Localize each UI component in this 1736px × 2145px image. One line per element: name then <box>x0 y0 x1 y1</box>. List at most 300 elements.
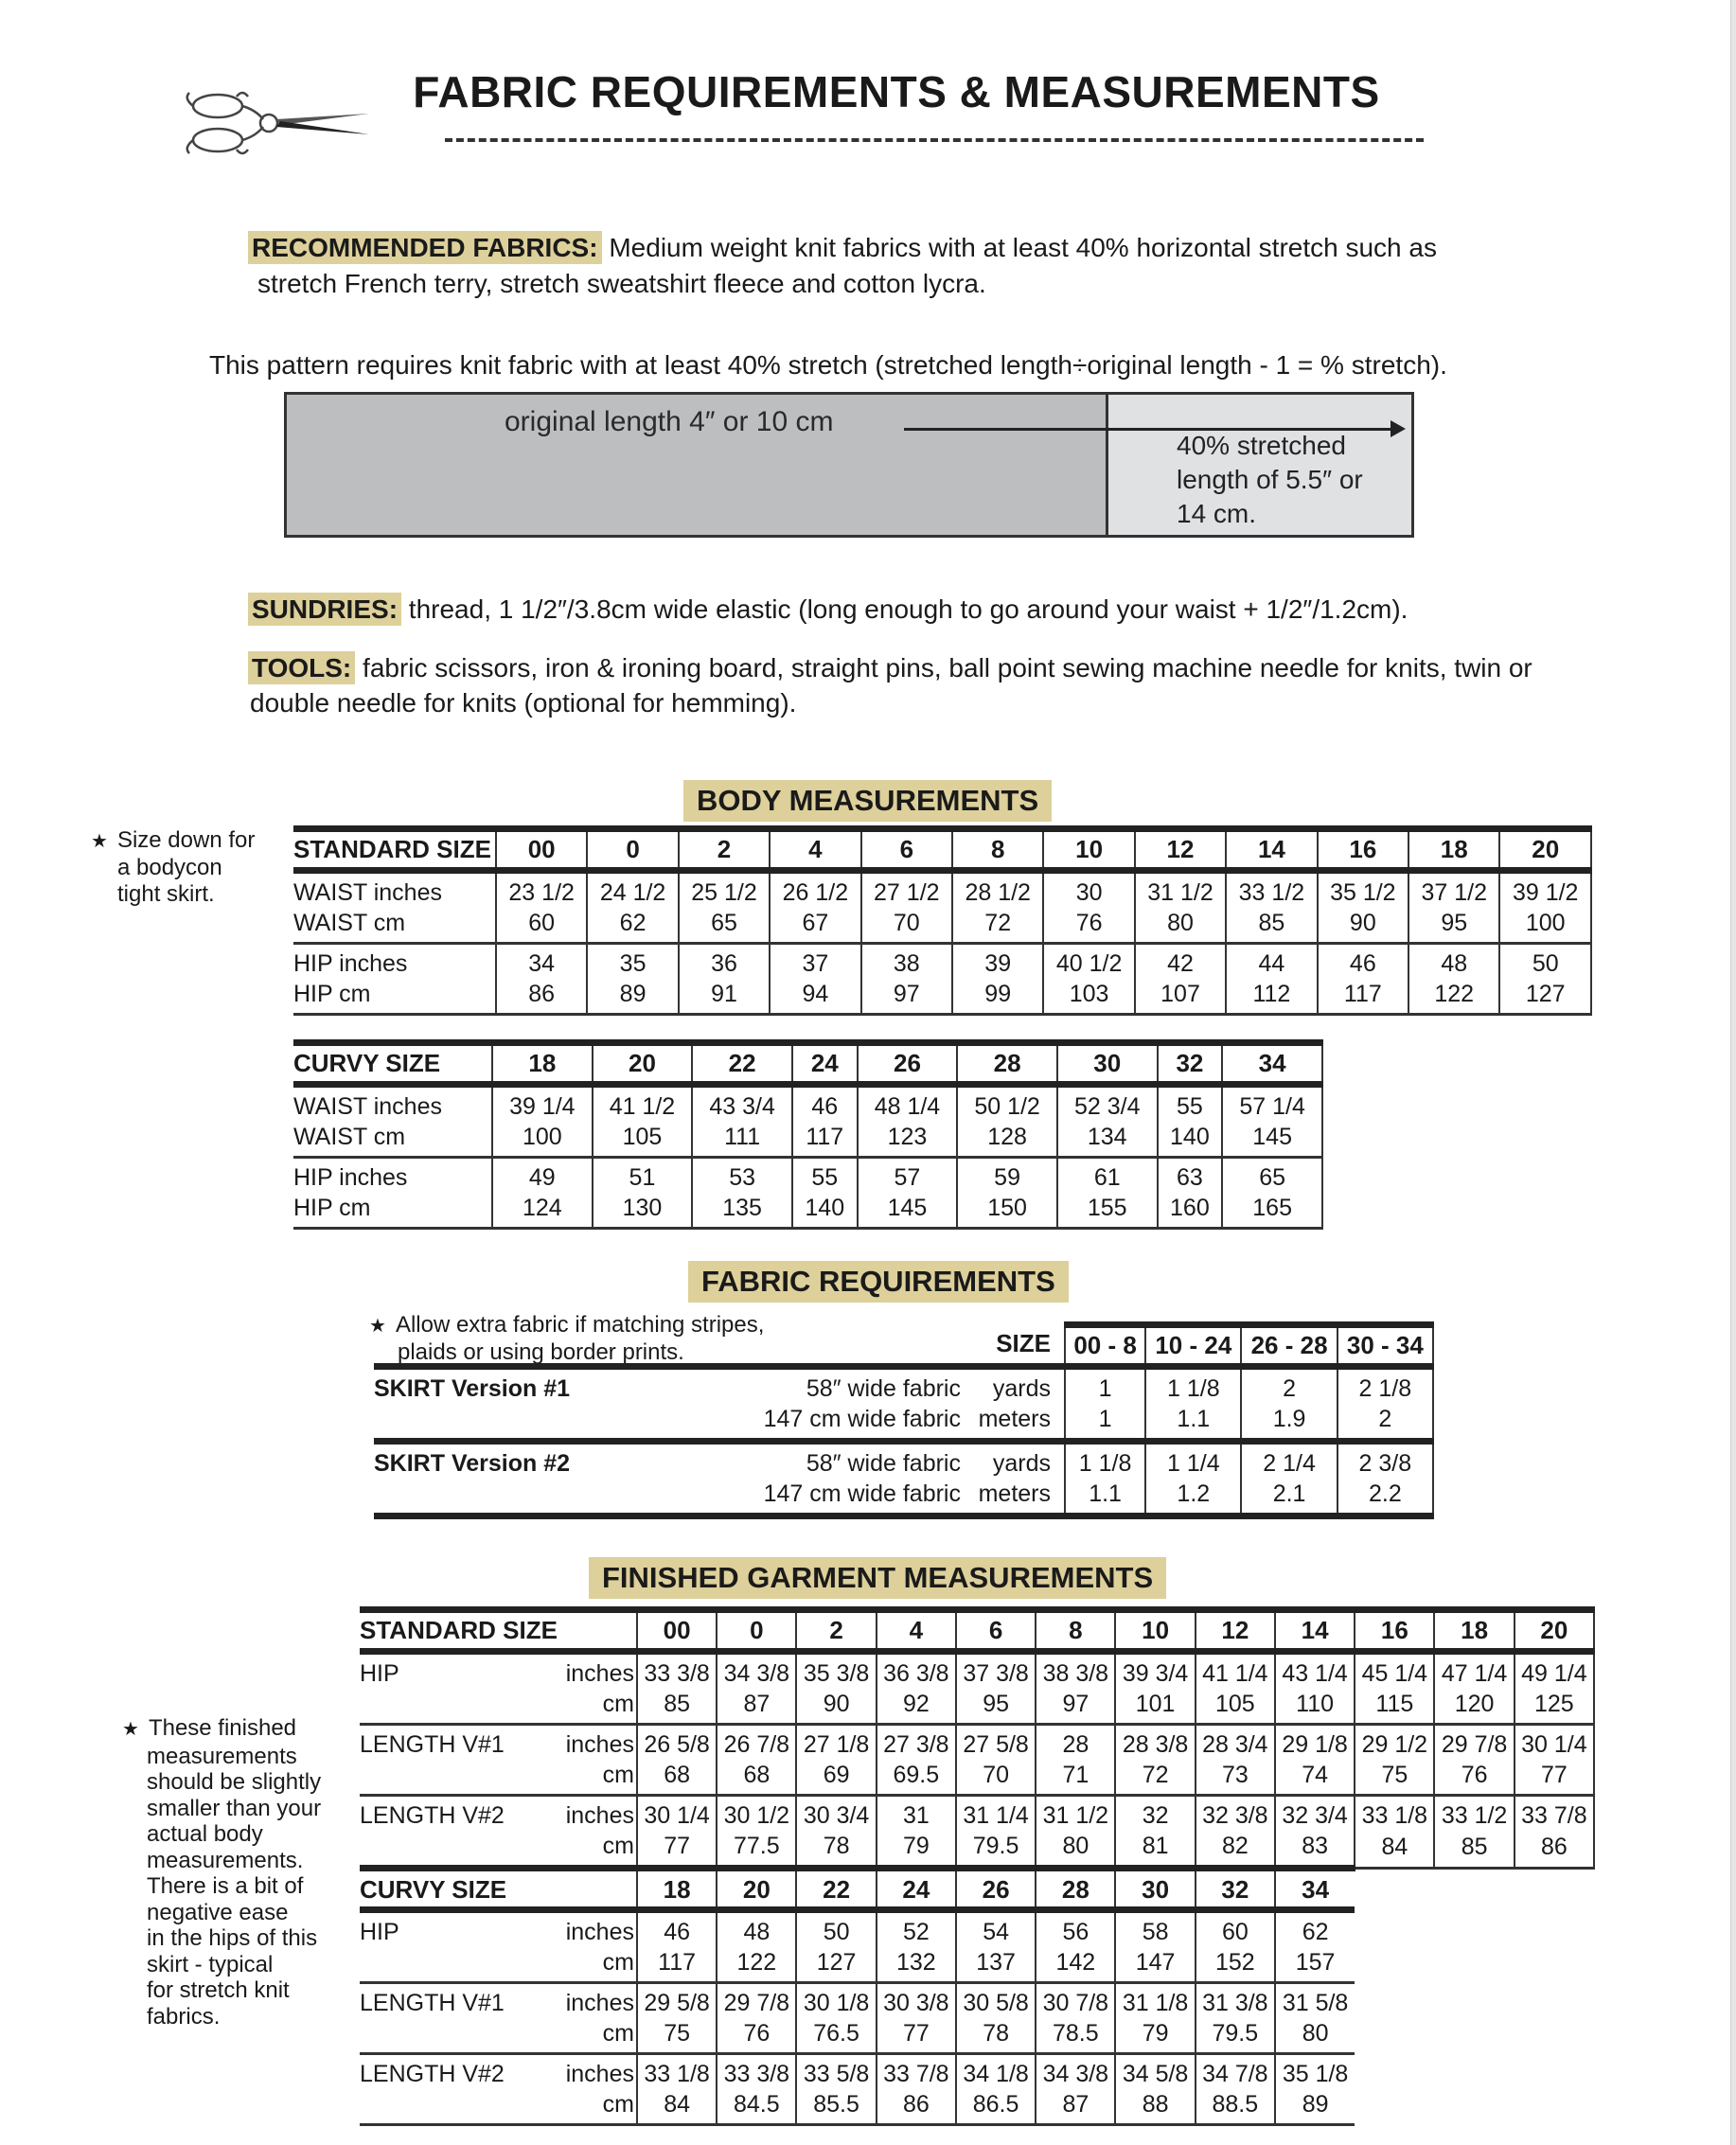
cell-value: 85.5 <box>796 2089 876 2125</box>
cell-value: 35 1/2 <box>1318 871 1408 909</box>
recommended-fabrics-line1: Medium weight knit fabrics with at least 40% horizontal stretch such as <box>609 233 1437 262</box>
cell-value: 89 <box>587 979 678 1015</box>
empty-cell <box>1434 1910 1514 1948</box>
cell-value: 160 <box>1158 1193 1223 1229</box>
cell-value: 77 <box>877 2018 956 2054</box>
unit: inches <box>565 1919 634 1945</box>
size-col-header: 22 <box>796 1869 876 1910</box>
row-label <box>360 1689 561 1725</box>
cell-value: 23 1/2 <box>496 871 587 909</box>
row-label: WAIST cm <box>293 1122 492 1158</box>
cell-value: 79.5 <box>956 1831 1036 1869</box>
cell-value: 69.5 <box>877 1760 956 1796</box>
size-header: CURVY SIZE <box>293 1043 492 1085</box>
empty-cell <box>1355 2089 1434 2125</box>
cell-value: 30 1/4 <box>1515 1725 1594 1761</box>
cell-value: 99 <box>952 979 1043 1015</box>
cell-value: 130 <box>593 1193 693 1229</box>
table-row <box>360 2018 1594 2054</box>
cell-value: 74 <box>1275 1760 1355 1796</box>
cell-value: 29 7/8 <box>1434 1725 1514 1761</box>
cell-value: 48 <box>717 1910 796 1948</box>
cell-value: 117 <box>637 1947 717 1983</box>
header-row <box>293 1043 1322 1085</box>
cell-value: 53 <box>692 1158 792 1194</box>
cell-value: 105 <box>1196 1689 1275 1725</box>
cell-value: 84.5 <box>717 2089 796 2125</box>
fabric-requirements-table <box>374 1321 1434 1519</box>
cell-value: 33 3/8 <box>717 2054 796 2090</box>
cell-value: 100 <box>1499 908 1591 944</box>
empty-cell <box>1434 1983 1514 2019</box>
cell-value: 77.5 <box>717 1831 796 1869</box>
unit: cm <box>561 1689 637 1725</box>
original-length-label: original length 4″ or 10 cm <box>505 406 834 437</box>
cell-value: 117 <box>1318 979 1408 1015</box>
table-row <box>374 1479 1433 1516</box>
cell-value: 77 <box>637 1831 717 1869</box>
fabric-width: 147 cm wide fabric <box>743 1404 961 1442</box>
size-col-header: 12 <box>1135 829 1226 871</box>
size-col-header: 18 <box>492 1043 593 1085</box>
sundries-text: thread, 1 1/2″/3.8cm wide elastic (long enough to go around your waist + 1/2″/1.2cm). <box>408 594 1408 624</box>
cell-value: 30 1/4 <box>637 1796 717 1832</box>
unit: cm <box>561 2018 637 2054</box>
cell-value: 34 <box>496 944 587 980</box>
cell-value: 62 <box>587 908 678 944</box>
cell-value: 1.1 <box>1065 1479 1145 1516</box>
unit: cm <box>561 1760 637 1796</box>
empty-cell <box>1515 1910 1594 1948</box>
cell-value: 147 <box>1115 1947 1195 1983</box>
table-row <box>360 1983 1594 2019</box>
cell-value: 87 <box>1036 2089 1115 2125</box>
unit: inches <box>565 2061 634 2087</box>
cell-value: 84 <box>637 2089 717 2125</box>
cell-value: 145 <box>858 1193 958 1229</box>
row-label: HIP inches <box>293 950 408 977</box>
stretched-length-region <box>1108 395 1411 535</box>
row-label: HIP <box>360 1919 399 1945</box>
empty-cell <box>1515 2089 1594 2125</box>
unit: inches <box>565 1802 634 1829</box>
cell-value: 1 1/4 <box>1145 1442 1241 1480</box>
cell-value: 28 3/4 <box>1196 1725 1275 1761</box>
size-col-header: 16 <box>1355 1610 1434 1652</box>
fabric-width: 58″ wide fabric <box>806 1450 961 1477</box>
cell-value: 38 <box>861 944 952 980</box>
cell-value: 107 <box>1135 979 1226 1015</box>
table-row <box>360 1831 1594 1869</box>
cell-value: 89 <box>1275 2089 1355 2125</box>
cell-value: 30 3/8 <box>877 1983 956 2019</box>
skirt-version: SKIRT Version #2 <box>374 1450 571 1477</box>
table-row <box>293 871 1591 909</box>
size-col-header: 26 <box>956 1869 1036 1910</box>
cell-value: 72 <box>952 908 1043 944</box>
empty-cell <box>1355 1983 1434 2019</box>
cell-value: 78 <box>956 2018 1036 2054</box>
note-line: There is a bit of <box>147 1873 304 1899</box>
cell-value: 34 3/8 <box>717 1652 796 1690</box>
cell-value: 41 1/4 <box>1196 1652 1275 1690</box>
size-col-header: 32 <box>1158 1043 1223 1085</box>
cell-value: 2 <box>1337 1404 1433 1442</box>
cell-value: 79 <box>877 1831 956 1869</box>
cell-value: 39 1/2 <box>1499 871 1591 909</box>
note-line-first <box>122 1715 321 1744</box>
fabric-width: 58″ wide fabric <box>806 1375 961 1402</box>
row-label: WAIST inches <box>293 1093 442 1120</box>
row-label: HIP <box>360 1660 399 1687</box>
size-col-header: 20 <box>1515 1610 1594 1652</box>
body-measurements-title: BODY MEASUREMENTS <box>683 780 1052 822</box>
row-label: LENGTH V#2 <box>360 2061 505 2087</box>
table-row <box>293 979 1591 1015</box>
size-range-header: 30 - 34 <box>1337 1325 1433 1367</box>
cell-value: 88.5 <box>1196 2089 1275 2125</box>
row-label: LENGTH V#1 <box>360 1731 505 1758</box>
size-col-header: 0 <box>717 1610 796 1652</box>
cell-value: 69 <box>796 1760 876 1796</box>
cell-value: 2.1 <box>1241 1479 1337 1516</box>
cell-value: 71 <box>1036 1760 1115 1796</box>
cell-value: 86 <box>496 979 587 1015</box>
cell-value: 135 <box>692 1193 792 1229</box>
cell-value: 123 <box>858 1122 958 1158</box>
cell-value: 91 <box>679 979 770 1015</box>
cell-value: 36 3/8 <box>877 1652 956 1690</box>
empty-cell <box>1434 2018 1514 2054</box>
cell-value: 30 1/2 <box>717 1796 796 1832</box>
cell-value: 55 <box>1158 1085 1223 1123</box>
stretch-diagram <box>284 392 1414 538</box>
cell-value: 82 <box>1196 1831 1275 1869</box>
header-row <box>293 829 1591 871</box>
row-label <box>360 1831 561 1869</box>
cell-value: 78.5 <box>1036 2018 1115 2054</box>
cell-value: 132 <box>877 1947 956 1983</box>
empty-cell <box>1355 1910 1434 1948</box>
size-col-header: 10 <box>1115 1610 1195 1652</box>
arrow-right-icon <box>1391 420 1406 437</box>
cell-value: 77 <box>1515 1760 1594 1796</box>
cell-value: 86 <box>1515 1831 1594 1869</box>
cell-value: 42 <box>1135 944 1226 980</box>
note-line: fabrics. <box>147 2003 221 2030</box>
cell-value: 127 <box>796 1947 876 1983</box>
unit: inches <box>565 1660 634 1687</box>
cell-value: 90 <box>796 1689 876 1725</box>
cell-value: 80 <box>1036 1831 1115 1869</box>
cell-value: 101 <box>1115 1689 1195 1725</box>
size-col-header: 2 <box>796 1610 876 1652</box>
cell-value: 86 <box>877 2089 956 2125</box>
row-label: WAIST cm <box>293 908 496 944</box>
cell-value: 50 1/2 <box>957 1085 1057 1123</box>
cell-value: 70 <box>956 1760 1036 1796</box>
cell-value: 140 <box>1158 1122 1223 1158</box>
cell-value: 1 <box>1065 1367 1145 1405</box>
header-row <box>360 1610 1594 1652</box>
blank-header <box>561 1869 637 1910</box>
cell-value: 28 1/2 <box>952 871 1043 909</box>
cell-value: 30 <box>1043 871 1134 909</box>
cell-value: 97 <box>861 979 952 1015</box>
cell-value: 65 <box>679 908 770 944</box>
cell-value: 34 3/8 <box>1036 2054 1115 2090</box>
table-row <box>374 1404 1433 1442</box>
size-col-header: 20 <box>717 1869 796 1910</box>
size-col-header: 8 <box>1036 1610 1115 1652</box>
cell-value: 56 <box>1036 1910 1115 1948</box>
cell-value: 52 <box>877 1910 956 1948</box>
cell-value: 31 1/2 <box>1036 1796 1115 1832</box>
cell-value: 67 <box>770 908 860 944</box>
stretched-label-line: 14 cm. <box>1177 499 1257 528</box>
cell-value: 80 <box>1135 908 1226 944</box>
cell-value: 46 <box>637 1910 717 1948</box>
cell-value: 70 <box>861 908 952 944</box>
cell-value: 88 <box>1115 2089 1195 2125</box>
cell-value: 39 <box>952 944 1043 980</box>
size-col-header: 24 <box>792 1043 858 1085</box>
size-col-header: 20 <box>593 1043 693 1085</box>
row-label: LENGTH V#2 <box>360 1802 505 1829</box>
sundries-label: SUNDRIES: <box>248 593 401 626</box>
cell-value: 31 1/4 <box>956 1796 1036 1832</box>
blank-header <box>743 1325 961 1367</box>
cell-value: 122 <box>717 1947 796 1983</box>
cell-value: 1.1 <box>1145 1404 1241 1442</box>
tools-line1: fabric scissors, iron & ironing board, straight pins, ball point sewing machine needle for knits, twin or <box>363 653 1532 682</box>
cell-value: 50 <box>1499 944 1591 980</box>
cell-value: 157 <box>1275 1947 1355 1983</box>
cell-value: 152 <box>1196 1947 1275 1983</box>
empty-cell <box>1355 1869 1434 1910</box>
cell-value: 76 <box>1043 908 1134 944</box>
empty-cell <box>1515 1869 1594 1910</box>
cell-value: 125 <box>1515 1689 1594 1725</box>
cell-value: 1.2 <box>1145 1479 1241 1516</box>
note-line: should be slightly <box>147 1769 322 1795</box>
cell-value: 72 <box>1115 1760 1195 1796</box>
cell-value: 103 <box>1043 979 1134 1015</box>
cell-value: 35 3/8 <box>796 1652 876 1690</box>
cell-value: 145 <box>1222 1122 1322 1158</box>
cell-value: 2.2 <box>1337 1479 1433 1516</box>
cell-value: 63 <box>1158 1158 1223 1194</box>
cell-value: 32 3/8 <box>1196 1796 1275 1832</box>
cell-value: 85 <box>1226 908 1317 944</box>
size-col-header: 18 <box>1408 829 1499 871</box>
cell-value: 32 3/4 <box>1275 1796 1355 1832</box>
cell-value: 90 <box>1318 908 1408 944</box>
cell-value: 62 <box>1275 1910 1355 1948</box>
cell-value: 35 <box>587 944 678 980</box>
cell-value: 37 1/2 <box>1408 871 1499 909</box>
cell-value: 33 7/8 <box>1515 1796 1594 1832</box>
empty-cell <box>1355 2054 1434 2090</box>
cell-value: 68 <box>637 1760 717 1796</box>
cell-value: 48 1/4 <box>858 1085 958 1123</box>
cell-value: 29 5/8 <box>637 1983 717 2019</box>
cell-value: 26 7/8 <box>717 1725 796 1761</box>
unit: cm <box>561 1947 637 1983</box>
cell-value: 134 <box>1057 1122 1158 1158</box>
table-row <box>360 1796 1594 1832</box>
note-line: tight skirt. <box>117 881 215 907</box>
blank-header <box>374 1325 743 1367</box>
size-col-header: 4 <box>877 1610 956 1652</box>
cell-value: 25 1/2 <box>679 871 770 909</box>
size-col-header: 0 <box>587 829 678 871</box>
cell-value: 37 <box>770 944 860 980</box>
stretched-label-line: length of 5.5″ or <box>1177 465 1363 494</box>
cell-value: 31 1/8 <box>1115 1983 1195 2019</box>
cell-value: 27 5/8 <box>956 1725 1036 1761</box>
cell-value: 43 1/4 <box>1275 1652 1355 1690</box>
cell-value: 95 <box>1408 908 1499 944</box>
size-col-header: 34 <box>1222 1043 1322 1085</box>
finished-garment-title: FINISHED GARMENT MEASUREMENTS <box>589 1557 1166 1599</box>
fabric-width: 147 cm wide fabric <box>743 1479 961 1516</box>
note-line: smaller than your <box>147 1795 322 1821</box>
cell-value: 28 <box>1036 1725 1115 1761</box>
row-label: HIP inches <box>293 1164 408 1191</box>
cell-value: 2 1/4 <box>1241 1442 1337 1480</box>
size-col-header: 18 <box>1434 1610 1514 1652</box>
cell-value: 30 3/4 <box>796 1796 876 1832</box>
cell-value: 78 <box>796 1831 876 1869</box>
size-col-header: 34 <box>1275 1869 1355 1910</box>
star-icon: ★ <box>91 831 108 852</box>
cell-value: 57 <box>858 1158 958 1194</box>
cell-value: 79 <box>1115 2018 1195 2054</box>
cell-value: 122 <box>1408 979 1499 1015</box>
cell-value: 68 <box>717 1760 796 1796</box>
cell-value: 79.5 <box>1196 2018 1275 2054</box>
table-row <box>360 1947 1594 1983</box>
cell-value: 31 3/8 <box>1196 1983 1275 2019</box>
tools-line2: double needle for knits (optional for hemming). <box>250 688 797 718</box>
unit: cm <box>561 2089 637 2125</box>
cell-value: 137 <box>956 1947 1036 1983</box>
star-icon: ★ <box>369 1316 386 1337</box>
cell-value: 46 <box>792 1085 858 1123</box>
cell-value: 37 3/8 <box>956 1652 1036 1690</box>
row-label: HIP cm <box>293 1193 492 1229</box>
size-col-header: 32 <box>1196 1869 1275 1910</box>
cell-value: 52 3/4 <box>1057 1085 1158 1123</box>
empty-cell <box>1434 2054 1514 2090</box>
blank-header <box>561 1610 637 1652</box>
table-row <box>360 1652 1594 1690</box>
tools-label: TOOLS: <box>248 651 355 684</box>
cell-value: 49 1/4 <box>1515 1652 1594 1690</box>
row-label: WAIST inches <box>293 879 442 906</box>
finished-note <box>122 1715 322 2030</box>
size-header: STANDARD SIZE <box>293 829 496 871</box>
cell-value: 27 1/8 <box>796 1725 876 1761</box>
note-line: a bodycon <box>117 855 222 880</box>
cell-value: 45 1/4 <box>1355 1652 1434 1690</box>
empty-cell <box>1515 1983 1594 2019</box>
cell-value: 24 1/2 <box>587 871 678 909</box>
cell-value: 27 1/2 <box>861 871 952 909</box>
table-row <box>360 1910 1594 1948</box>
cell-value: 1.9 <box>1241 1404 1337 1442</box>
cell-value: 49 <box>492 1158 593 1194</box>
table-row <box>293 1085 1322 1123</box>
size-header: STANDARD SIZE <box>360 1610 561 1652</box>
cell-value: 34 7/8 <box>1196 2054 1275 2090</box>
cell-value: 150 <box>957 1193 1057 1229</box>
empty-cell <box>1355 1947 1434 1983</box>
recommended-fabrics-line2: stretch French terry, stretch sweatshirt fleece and cotton lycra. <box>257 269 986 298</box>
cell-value: 61 <box>1057 1158 1158 1194</box>
note-line: skirt - typical <box>147 1951 274 1977</box>
recommended-fabrics <box>248 231 1479 265</box>
cell-value: 31 1/2 <box>1135 871 1226 909</box>
cell-value: 41 1/2 <box>593 1085 693 1123</box>
note-line: These finished <box>148 1715 297 1741</box>
note-line: plaids or using border prints. <box>398 1339 684 1365</box>
row-label <box>360 2018 561 2054</box>
cell-value: 51 <box>593 1158 693 1194</box>
cell-value: 165 <box>1222 1193 1322 1229</box>
table-row <box>360 1725 1594 1761</box>
cell-value: 50 <box>796 1910 876 1948</box>
table-row <box>360 2089 1594 2125</box>
body-note <box>91 827 255 908</box>
cell-value: 65 <box>1222 1158 1322 1194</box>
cell-value: 59 <box>957 1158 1057 1194</box>
body-curvy-table <box>293 1039 1323 1230</box>
stretched-label-line: 40% stretched <box>1177 431 1346 460</box>
cell-value: 94 <box>770 979 860 1015</box>
cell-value: 55 <box>792 1158 858 1194</box>
size-col-header: 2 <box>679 829 770 871</box>
body-standard-table <box>293 825 1592 1016</box>
size-col-header: 28 <box>1036 1869 1115 1910</box>
note-line: negative ease <box>147 1899 289 1925</box>
table-row <box>293 1122 1322 1158</box>
cell-value: 124 <box>492 1193 593 1229</box>
size-col-header: 6 <box>956 1610 1036 1652</box>
cell-value: 110 <box>1275 1689 1355 1725</box>
cell-value: 76 <box>717 2018 796 2054</box>
cell-value: 75 <box>1355 1760 1434 1796</box>
row-label <box>360 2089 561 2125</box>
note-line: Allow extra fabric if matching stripes, <box>395 1312 765 1338</box>
cell-value: 47 1/4 <box>1434 1652 1514 1690</box>
size-col-header: 4 <box>770 829 860 871</box>
row-label <box>360 1760 561 1796</box>
cell-value: 29 1/8 <box>1275 1725 1355 1761</box>
size-col-header: 14 <box>1226 829 1317 871</box>
size-col-header: 20 <box>1499 829 1591 871</box>
unit: meters <box>961 1404 1065 1442</box>
unit: yards <box>992 1375 1051 1402</box>
table-row <box>293 1193 1322 1229</box>
table-row <box>293 908 1591 944</box>
size-col-header: 26 <box>858 1043 958 1085</box>
size-col-header: 00 <box>637 1610 717 1652</box>
original-length-region <box>287 395 1108 535</box>
cell-value: 48 <box>1408 944 1499 980</box>
cell-value: 86.5 <box>956 2089 1036 2125</box>
